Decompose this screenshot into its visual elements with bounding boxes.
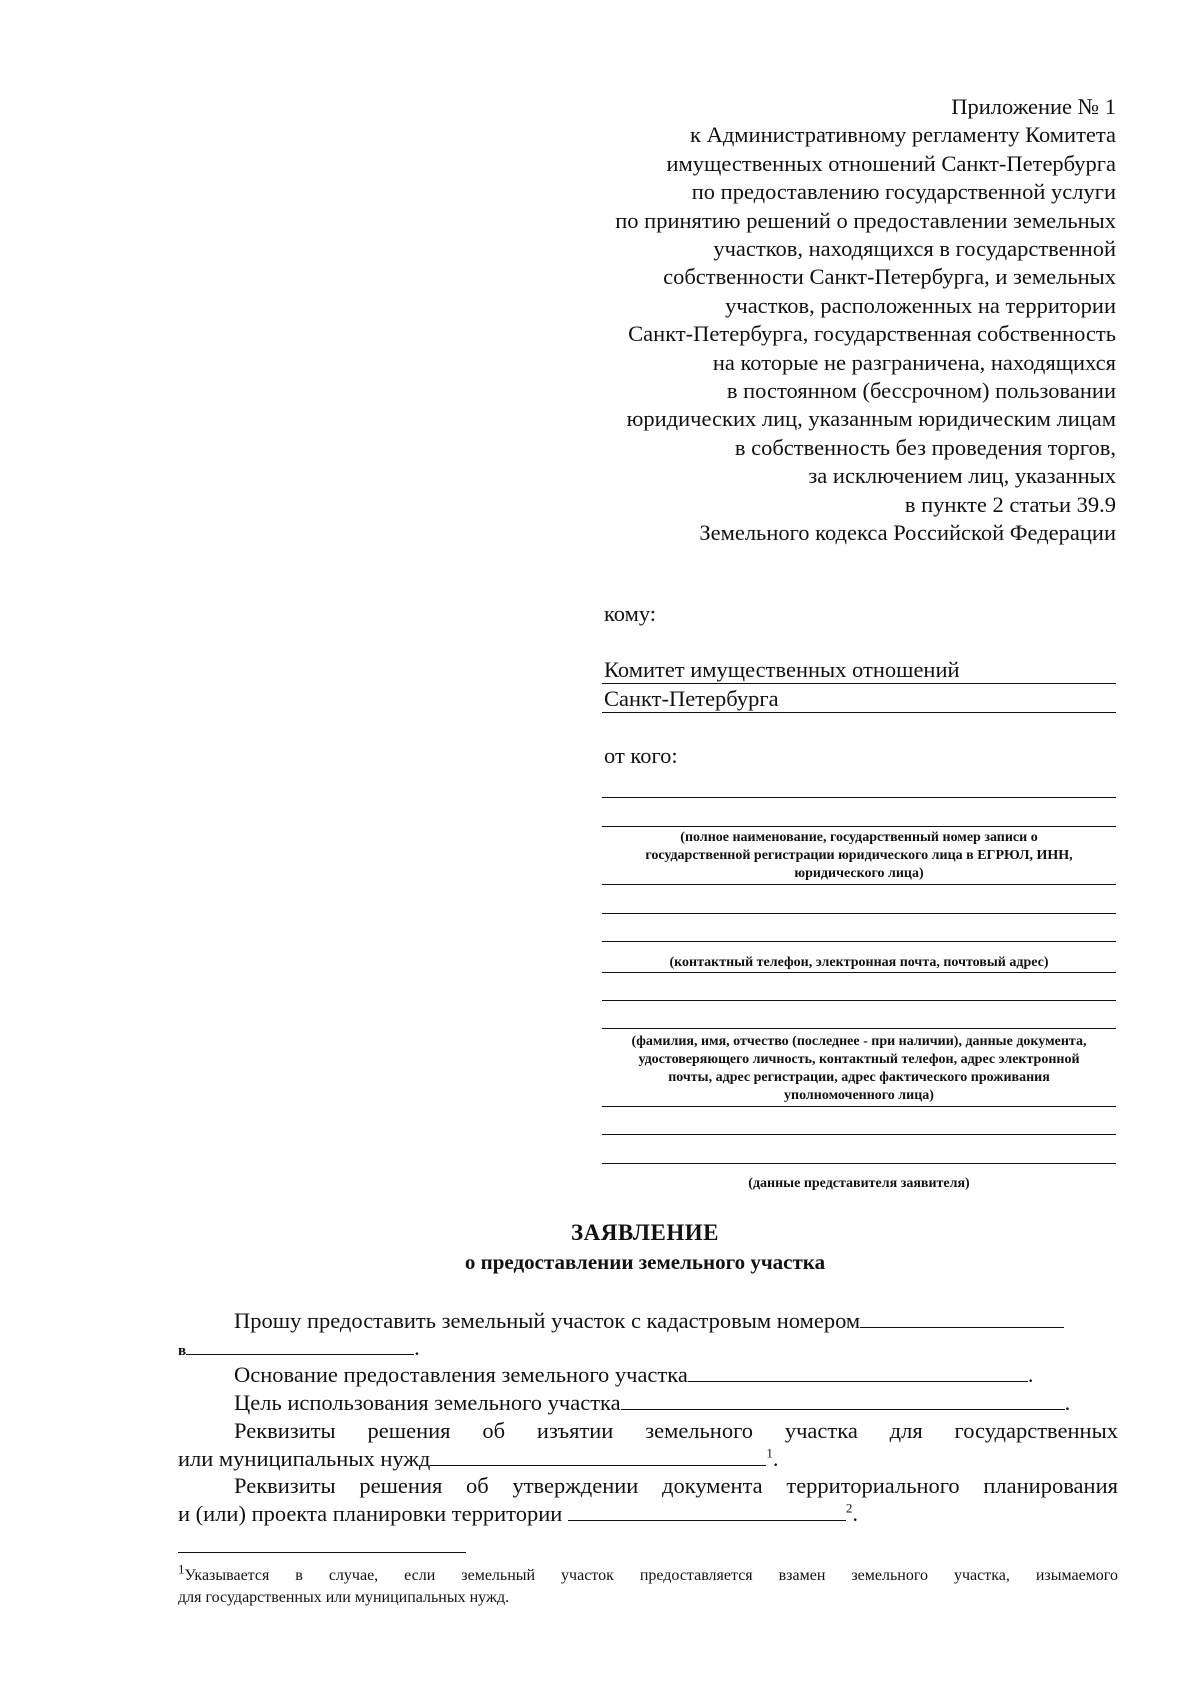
purpose-paragraph: Цель использования земельного участка . (234, 1390, 1071, 1415)
planning-word: об (466, 1473, 489, 1498)
footnote-ref-2: 2 (845, 1500, 853, 1516)
to-value-1: Комитет имущественных отношений (604, 657, 960, 682)
footnote-line-2: для государственных или муниципальных нужд. (178, 1589, 510, 1606)
annex-line: в собственность без проведения торгов, (734, 434, 1116, 460)
caption-line: (полное наименование, государственный номер записи о (680, 830, 1038, 845)
footnote-word: участка, (953, 1567, 1010, 1584)
caption-line: почты, адрес регистрации, адрес фактического проживания (668, 1070, 1050, 1085)
withdrawal-word: изъятии (536, 1418, 614, 1443)
contacts-blank-line[interactable] (602, 972, 1116, 973)
caption-authorized-person (602, 1033, 1116, 1105)
ownership-type-field[interactable] (186, 1336, 414, 1355)
footnote-separator (178, 1552, 466, 1553)
basis-paragraph: Основание предоставления земельного участка . (234, 1362, 1034, 1387)
caption-line: (данные представителя заявителя) (748, 1176, 970, 1191)
annex-line: по предоставлению государственной услуги (691, 179, 1116, 205)
caption-contacts (602, 954, 1116, 972)
cadastral-number-field[interactable] (860, 1309, 1064, 1328)
planning-word: решения (359, 1473, 443, 1498)
annex-line: участков, находящихся в государственной (713, 236, 1116, 262)
annex-line: собственности Санкт-Петербурга, и земельных (663, 264, 1116, 290)
planning-word: документа (662, 1473, 763, 1498)
annex-line: за исключением лиц, указанных (808, 463, 1116, 489)
annex-line: в пункте 2 статьи 39.9 (904, 491, 1116, 517)
footnote-word: взамен (778, 1567, 826, 1584)
footnote-word: Указывается (184, 1567, 270, 1584)
from-blank-line[interactable] (602, 797, 1116, 798)
to-field-line-1[interactable] (602, 657, 1116, 684)
request-paragraph-cont: в . (178, 1335, 420, 1360)
withdrawal-word: для (889, 1418, 923, 1443)
planning-paragraph-cont: и (или) проекта планировки территории $^2$. (178, 1500, 859, 1526)
in-label: в (178, 1343, 187, 1359)
caption-representative (602, 1175, 1116, 1193)
caption-line: (контактный телефон, электронная почта, почтовый адрес) (669, 955, 1049, 970)
planning-word: Реквизиты (234, 1473, 336, 1498)
planning-word: территориального (786, 1473, 960, 1498)
footnote-word: изымаемого (1035, 1567, 1118, 1584)
from-label: от кого: (604, 743, 678, 768)
representative-blank-line[interactable] (602, 1163, 1116, 1164)
annex-line: в постоянном (бессрочном) пользовании (726, 378, 1116, 404)
to-field-line-2[interactable] (602, 686, 1116, 713)
representative-blank-line[interactable] (602, 1134, 1116, 1135)
caption-line: юридического лица) (794, 866, 924, 881)
footnote-number: 1 (178, 1561, 185, 1577)
representative-blank-line[interactable] (602, 1106, 1116, 1107)
annex-line: участков, расположенных на территории (725, 292, 1116, 318)
basis-text: Основание предоставления земельного участка (234, 1362, 688, 1387)
footnote-ref-1: 1 (766, 1445, 773, 1461)
footnote (178, 1561, 1118, 1609)
withdrawal-word: участка (784, 1418, 858, 1443)
annex-line: Приложение № 1 (951, 94, 1116, 119)
withdrawal-decision-field[interactable] (430, 1447, 766, 1466)
planning-paragraph (234, 1473, 1118, 1499)
person-blank-line[interactable] (602, 1000, 1116, 1001)
footnote-word: если (404, 1567, 436, 1584)
footnote-word: земельный (461, 1567, 536, 1584)
to-label: кому: (604, 601, 657, 626)
withdrawal-word: государственных (954, 1418, 1118, 1443)
footnote-line-1 (178, 1561, 1118, 1587)
person-blank-line[interactable] (602, 1028, 1116, 1029)
caption-line: удостоверяющего личность, контактный телефон, адрес электронной (638, 1052, 1080, 1067)
withdrawal-word: земельного (645, 1418, 754, 1443)
caption-line: (фамилия, имя, отчество (последнее - при наличии), данные документа, (631, 1034, 1087, 1049)
annex-header (556, 93, 1116, 548)
footnote-word: случае, (328, 1567, 379, 1584)
withdrawal-paragraph-cont: или муниципальных нужд $^1$. (178, 1445, 779, 1471)
withdrawal-text: или муниципальных нужд (178, 1446, 431, 1471)
annex-line: имущественных отношений Санкт-Петербурга (666, 150, 1116, 176)
document-subtitle: о предоставлении земельного участка (464, 1250, 826, 1274)
planning-text: и (или) проекта планировки территории (178, 1501, 563, 1526)
contacts-blank-line[interactable] (602, 884, 1116, 885)
annex-line: по принятию решений о предоставлении земельных (615, 207, 1116, 233)
annex-line: к Административному регламенту Комитета (690, 122, 1116, 148)
caption-line: уполномоченного лица) (784, 1088, 934, 1103)
request-paragraph (234, 1308, 1118, 1334)
purpose-text: Цель использования земельного участка (234, 1390, 621, 1415)
contacts-blank-line[interactable] (602, 941, 1116, 942)
purpose-field[interactable] (621, 1391, 1065, 1410)
planning-word: планирования (983, 1473, 1118, 1498)
caption-legal-entity (602, 829, 1116, 883)
annex-line: Земельного кодекса Российской Федерации (699, 520, 1116, 546)
footnote-word: земельного (851, 1567, 929, 1584)
planning-word: утверждении (512, 1473, 639, 1498)
footnote-word: предоставляется (639, 1567, 753, 1584)
from-blank-line[interactable] (602, 826, 1116, 827)
withdrawal-word: решения (367, 1418, 451, 1443)
annex-line: юридических лиц, указанным юридическим лицам (626, 406, 1116, 432)
footnote-word: участок (561, 1567, 614, 1584)
document-title: ЗАЯВЛЕНИЕ (571, 1220, 719, 1245)
to-value-2: Санкт-Петербурга (604, 686, 779, 711)
annex-line: Санкт-Петербурга, государственная собственность (628, 321, 1116, 347)
request-text: Прошу предоставить земельный участок с кадастровым номером (234, 1308, 861, 1333)
footnote-word: в (295, 1567, 303, 1584)
caption-line: государственной регистрации юридического лица в ЕГРЮЛ, ИНН, (645, 848, 1073, 863)
planning-decision-field[interactable] (568, 1502, 846, 1521)
basis-field[interactable] (688, 1363, 1028, 1382)
contacts-blank-line[interactable] (602, 913, 1116, 914)
withdrawal-word: об (482, 1418, 506, 1443)
annex-line: на которые не разграничена, находящихся (712, 349, 1116, 375)
withdrawal-paragraph (234, 1418, 1118, 1444)
withdrawal-word: Реквизиты (234, 1418, 336, 1443)
